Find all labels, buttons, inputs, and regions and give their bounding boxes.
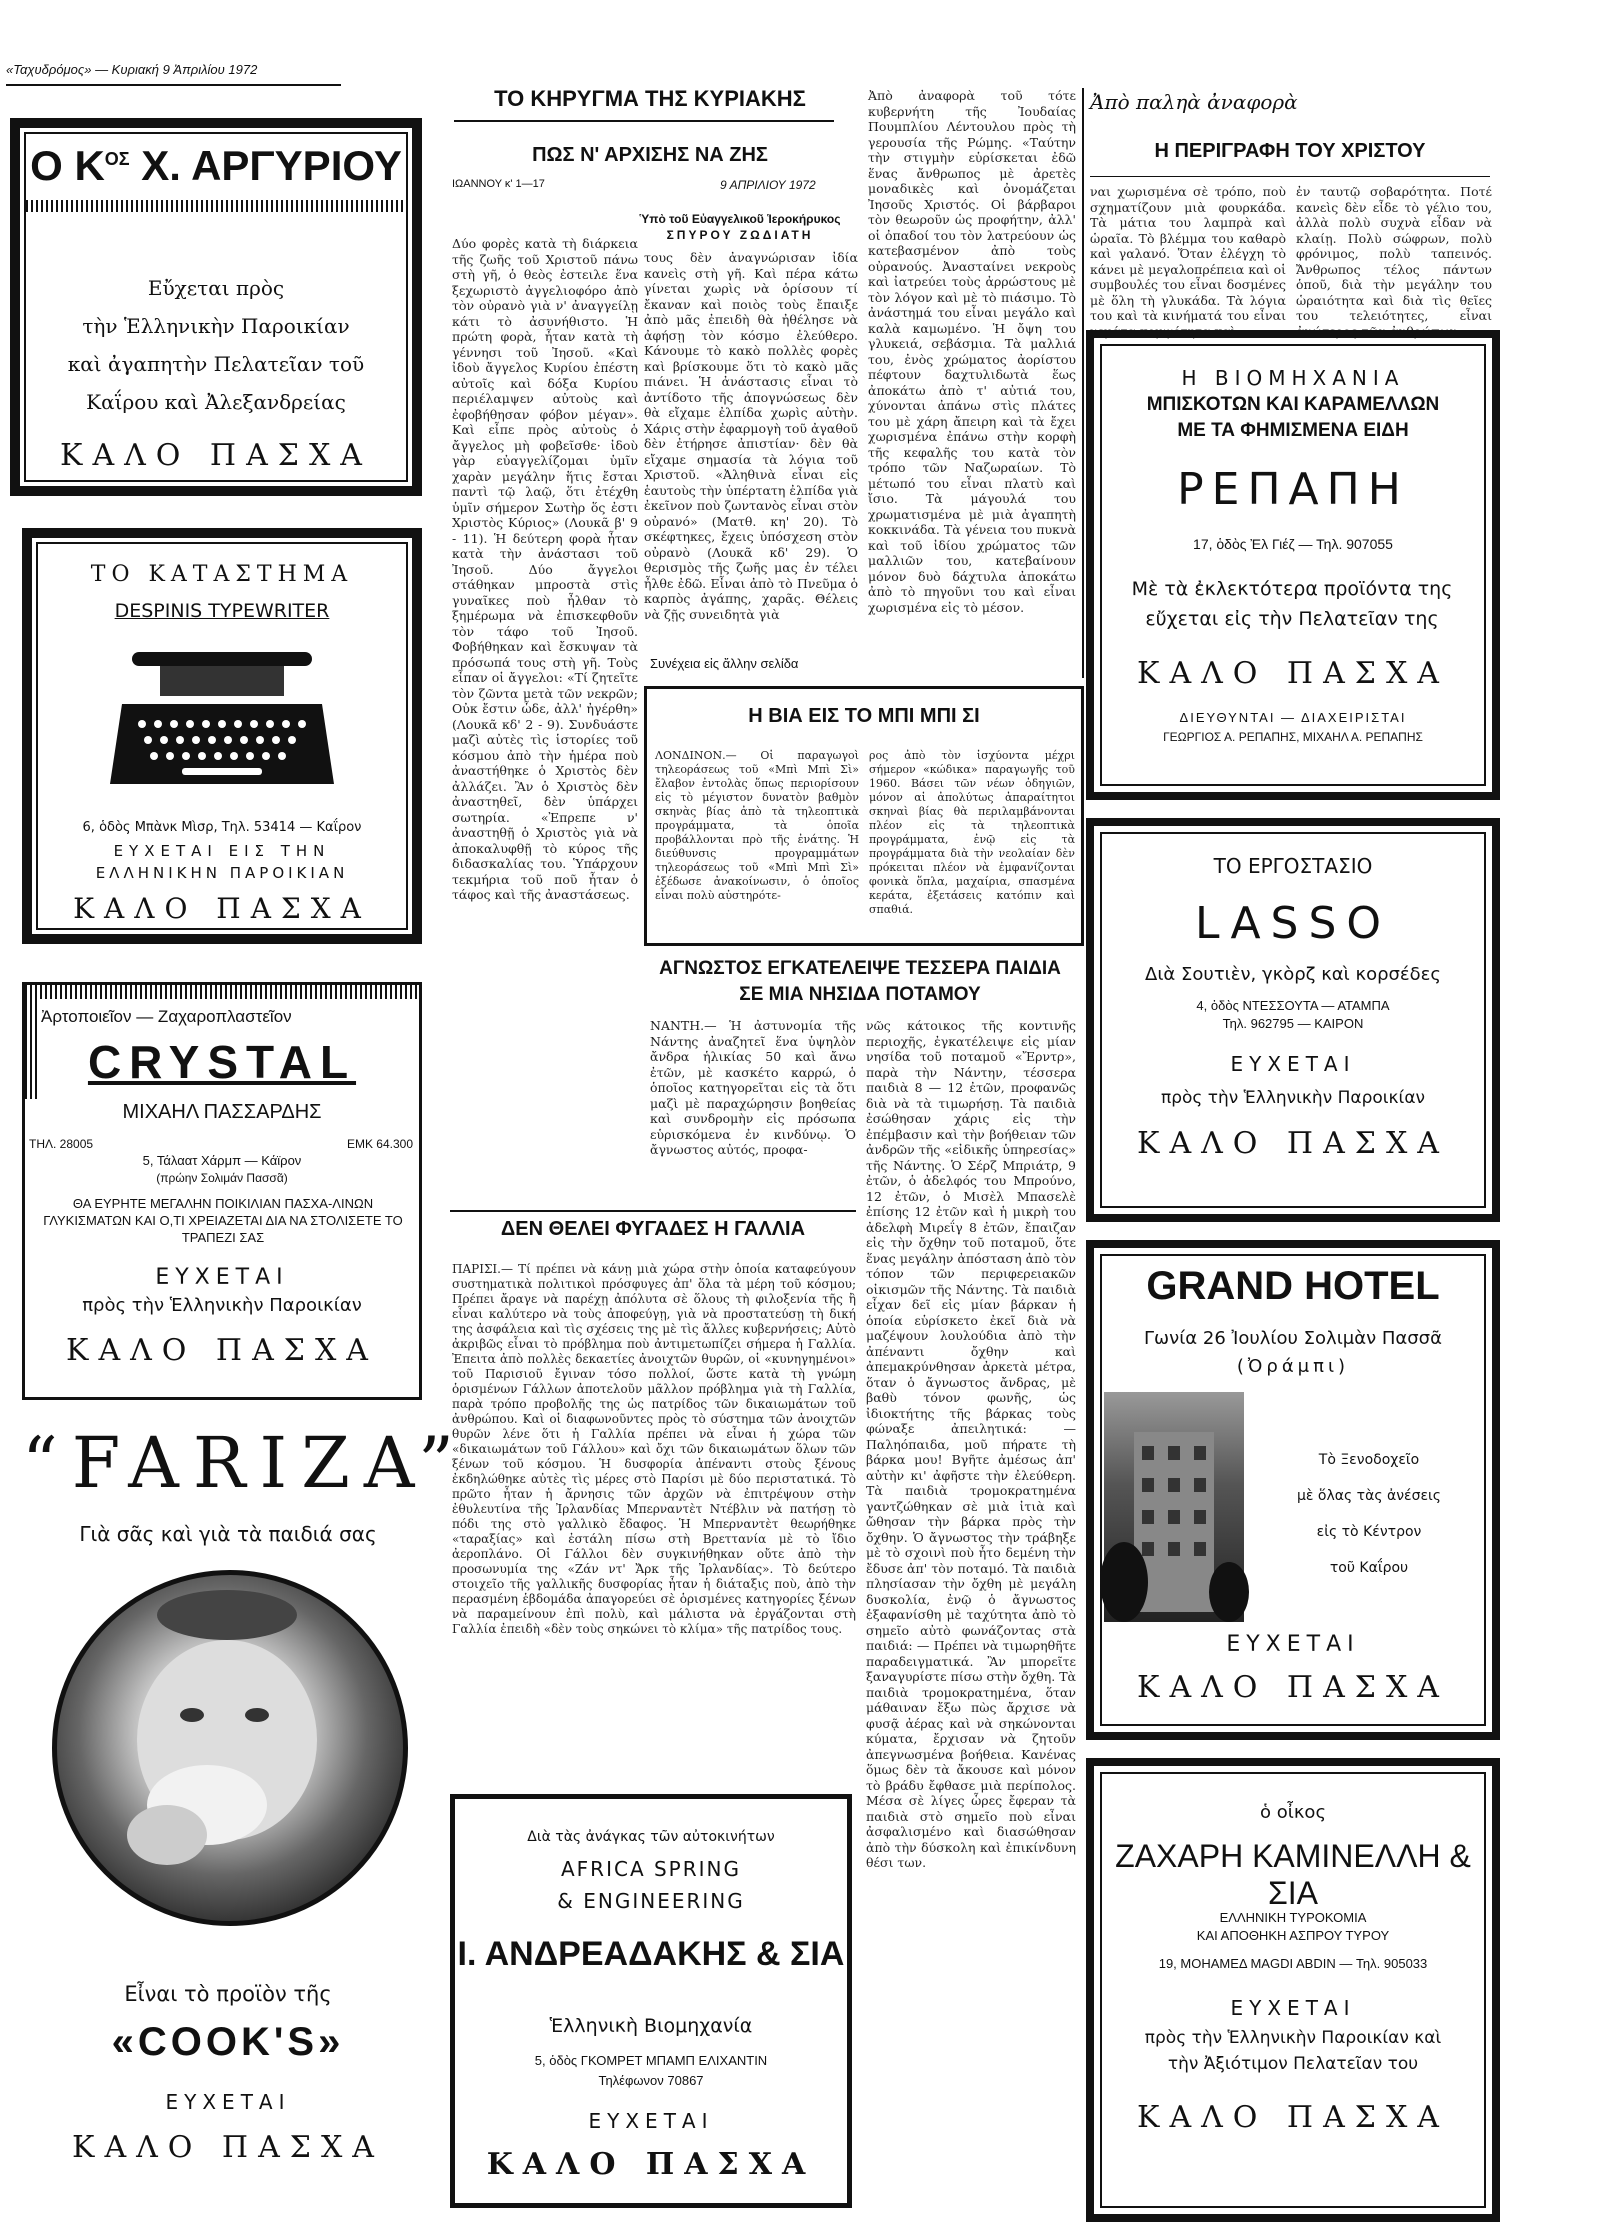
- ad-grand-area: (Ὀράμπι): [1236, 1356, 1350, 1377]
- ad-grand-wish: ΕΥΧΕΤΑΙ: [1226, 1632, 1360, 1657]
- ad-lasso-title: ΤΟ ΕΡΓΟΣΤΑΣΙΟ: [1213, 854, 1373, 878]
- sermon-date: 9 ΑΠΡΙΛΙΟΥ 1972: [720, 178, 816, 192]
- ad-grand-brand: GRAND HOTEL: [1146, 1264, 1440, 1308]
- ad-lasso-address: 4, ὁδὸς ΝΤΕΣΣΟΥΤΑ — ΑΤΑΜΠΑ: [1196, 998, 1390, 1013]
- kids-text-b: νῶς κάτοικος τῆς κοντινῆς περιοχῆς, ἐγκατέλειψε εἰς μίαν νησίδα τοῦ ποταμοῦ «Ἔρντρ», παρὰ τὴν Νάντην, τέσσερα παιδιὰ 8 — 12 ἐτῶν, προφανῶς διὰ νὰ τὰ τιμωρήσῃ. Τὰ παιδιὰ ἐσώθησαν χάρις εἰς τὴν ἐπέμβασιν καὶ τὴν βοήθειαν τῶν ἀνδρῶν τῆς «εἰδικῆς ὑπηρεσίας» τῆς Νάντης. Ὁ Σέρζ Μπριάτρ, 9 ἐτῶν, ὁ ἀδελφός του Μπρούνο, 12 ἐτῶν, ὁ Μισὲλ Μπασελὲ ἐπίσης 12 ἐτῶν καὶ ἡ μικρὴ του ἀδελφὴ Μιρεΐγ 8 ἐτῶν, ἔπαιζαν εἰς τὴν ὄχθην τοῦ ποταμοῦ, ὅτε ἕνας μεγάλην ἀπόσταση ἀπὸ τὸν τόπον τῶν περιφερειακῶν οἰκισμῶν τῆς Νάντης. Τὰ παιδιὰ εἶχαν δεῖ εἰς μίαν βάρκαν ἡ ὁποία εὑρίσκετο ἐκεῖ διὰ νὰ μαζέψουν λουλούδια ἀπὸ τὴν ἀπέναντι ὄχθην καὶ ἀπεμακρύνθησαν ἀρκετὰ μέτρα, ὅταν ὁ ἄγνωστος ἄνδρας, μὲ βαθὺ τόνον φωνῆς, ὡς ἰδιοκτήτης τῆς βάρκας τοὺς φώναξε ἀπειλητικά: — Παληόπαιδα, μοῦ πήρατε τὴ βάρκα μου! Βγῆτε ἀμέσως ἀπ' αὐτὴν κι' ἀφῆστε τὴν ἐλεύθερη. Τὰ παιδιὰ τρομοκρατημένα γαντζώθηκαν σὲ μιὰ ἰτιὰ καὶ ὤθησαν τὴν βάρκα πρὸς τὴν ὄχθην. Ὁ ἄγνωστος τὴν τράβηξε μὲ τὸ σχοινὶ ποὺ ἦτο δεμένη τὴν ἔδυσε ἀπ' τὸν ποταμό. Τὰ παιδιὰ πλησίασαν τὴν ὄχθη μὲ μεγάλη δυσκολία, ἐνῷ ὁ ἄγνωστος ἐξαφανίσθη μὲ ταχύτητα ἀπὸ τὸ σημεῖο αὐτὸ φωνάζοντας στὰ παιδιά: — Πρέπει νὰ τιμωρηθῆτε παραδειγματικά. Ἂν μπορεῖτε ξαναγυρίστε πίσω στὴν ὄχθη. Τὰ παιδιὰ τρομοκρατημένα, ὅταν μάθαιναν ἔξω πὼς ἄρχισε νὰ φυσᾷ ἀέρας καὶ νὰ σηκώνονται κύματα, ἔρχισαν νὰ ζητοῦν ἀπεγνωσμένα βοήθεια. Κανένας ὅμως δὲν τὰ ἄκουσε καὶ μόνον τὸ βράδυ ἔφθασε μιὰ περίπολος. Μέσα σὲ λίγες ὧρες ἔφεραν τὰ παιδιὰ στὸ σημεῖο ποὺ εἶναι ἀσφαλισμένο καὶ διασώθησαν ἀπὸ τὴν δύσκολη καὶ ἐπικίνδυνη θέσι των.: [866, 1018, 1076, 1870]
- ad-crystal-owner: ΜΙΧΑΗΛ ΠΑΣΣΑΡΔΗΣ: [122, 1101, 322, 1123]
- sermon-byline2: ΣΠΥΡΟΥ ΖΩΔΙΑΤΗ: [666, 228, 814, 242]
- ad-repapi-directors: ΔΙΕΥΘΥΝΤΑΙ — ΔΙΑΧΕΙΡΙΣΤΑΙ: [1179, 710, 1407, 725]
- ad-repapi-line1: Η ΒΙΟΜΗΧΑΝΙΑ: [1181, 366, 1405, 390]
- ad-fariza-easter: ΚΑΛΟ ΠΑΣΧΑ: [72, 2130, 384, 2165]
- bbc-title: Η ΒΙΑ ΕΙΣ ΤΟ ΜΠΙ ΜΠΙ ΣΙ: [748, 705, 980, 727]
- ad-argyriou-easter: ΚΑΛΟ ΠΑΣΧΑ: [60, 438, 372, 473]
- sermon-text-b: τους δὲν ἀναγνώρισαν ἰδία κανεὶς στὴ γῆ. Καὶ πέρα κάτω γίνεται χωρὶς νὰ ὁρίσουν τί ἔκαναν καὶ ποιὸς τοὺς ἔπαιξε ἀπὸ μᾶς ἐπειδὴ θὰ ἠθέλησε νὰ ἀφήσῃ τὸν κόσμο ἐλεύθερο. Κάνουμε τὸ κακὸ πολλὲς φορὲς καὶ βρίσκουμε ὅτι τὸ κακὸ μᾶς πιάνει. Ἡ ἀνάστασις εἶναι τὸ ἀντίδοτο τῆς ἀπογνώσεως δὲν θὰ εἴχαμε ἐλπίδα χωρὶς αὐτὴν. Χάρις στὴν ἐφαρμογὴ τοῦ ἀγαθοῦ δὲν ἐτήρησε ἀπιστίαν· δὲν θὰ εἴχαμε σημασία τὰ λόγια τοῦ Χριστοῦ. «Ἀληθινὰ εἶναι εἰς ἑαυτοὺς τὴν ὑπέρτατη ἐλπίδα γιὰ ἐκεῖνον ποὺ ζωντανὸς εἶναι στὸν οὐρανό» (Ματθ. κη' 20). Τὸ σκέφτηκες, ἔχεις ὑπόσχεση στὸν οὐρανὸ (Λουκᾶ κδ' 29). Ὁ θερισμὸς τῆς ζωῆς μας ἐν τέλει ἦλθε ἐδῶ. Εἶναι ἀπὸ τὸ Πνεῦμα ὁ καρπὸς ἀγάπης, χαρᾶς. Θέλεις νὰ ζῇς συνειδητὰ γιὰ: [644, 250, 858, 622]
- typewriter-icon: [102, 644, 342, 804]
- ad-africa: [450, 1794, 852, 2208]
- ad-repapi-easter: ΚΑΛΟ ΠΑΣΧΑ: [1137, 656, 1449, 691]
- prophet-text: Ἀπὸ ἀναφορὰ τοῦ τότε κυβερνήτη τῆς Ἰουδαίας Πουμπλίου Λέντουλου πρὸς τὴ γερουσία τῆς Ρώμης. «Ταύτην τὴν στιγμὴν εὑρίσκεται ἐδῶ ἕνας ἄνθρωπος μὲ ἀρετὲς μοναδικὲς καὶ ὀνομάζεται Ἰησοῦς Χριστός. Οἱ βάρβαροι τὸν θεωροῦν ὡς προφήτην, ἀλλ' οἱ ὀπαδοί του τὸν λατρεύουν ὡς κατεβασμένον ἀπὸ τοὺς οὐρανούς. Ἀνασταίνει νεκροὺς καὶ ἰατρεύει τοὺς ἀρρώστους μὲ τὸν λόγον καὶ μὲ τὸ πιάσιμο. Τὸ ἀνάστημά του εἶναι μεγάλο καὶ καλὰ καμωμένο. Ἡ ὄψη του γλυκειά, σεβάσμια. Τὰ μαλλιά του, ἐνὸς χρώματος ἀορίστου πέφτουν δαχτυλιδωτὰ ἕως ἀποκάτω ἀπὸ τ' αὐτιά του, χύνονται ἀπάνω στὶς πλάτες του μὲ χάρη ἄπειρη καὶ τὰ ἔχει χωρισμένα ἐπάνω στὴν κορφὴ τῆς κεφαλῆς του κατὰ τὸν τρόπο τῶν Ναζωραίων. Τὸ μέτωπό του εἶναι πλατὺ καὶ ἴσιο. Τὰ μάγουλά του χρωματισμένα μὲ μιὰ ἀγαπητὴ κοκκινάδα. Τὰ γένεια του πυκνὰ καὶ τοῦ ἰδίου χρώματος τῶν μαλλιῶν του, κατεβαίνουν μόνον δυὸ δάχτυλα ἀποκάτω ἀπὸ τὸ πηγοῦνι του καὶ εἶναι χωρισμένα εἰς τὸ μέσον.: [868, 88, 1076, 615]
- ad-africa-phone: Τηλέφωνον 70867: [598, 2073, 704, 2088]
- ad-crystal-kind: Ἀρτοποιεῖον — Ζαχαροπλαστεῖον: [41, 1007, 292, 1026]
- ad-repapi-line2: ΜΠΙΣΚΟΤΩΝ ΚΑΙ ΚΑΡΑΜΕΛΛΩΝ: [1146, 394, 1440, 415]
- ad-crystal-wish2: πρὸς τὴν Ἑλληνικὴν Παροικίαν: [82, 1295, 362, 1316]
- ad-lasso-products: Διὰ Σουτιὲν, γκὸρζ καὶ κορσέδες: [1145, 964, 1441, 985]
- ad-crystal-border-top: [25, 985, 419, 999]
- ad-argyriou-name: Ο $K^{O\Sigma}$ Χ. ΑΡΓΥΡΙΟΥ: [30, 142, 402, 189]
- ad-crystal-brand: CRYSTAL: [87, 1036, 357, 1088]
- ad-kaminelli-wish2: πρὸς τὴν Ἑλληνικὴν Παροικίαν καὶ: [1144, 2028, 1442, 2048]
- ad-kaminelli-line1: ΕΛΛΗΝΙΚΗ ΤΥΡΟΚΟΜΙΑ: [1219, 1910, 1367, 1925]
- ad-kaminelli-wish1: ΕΥΧΕΤΑΙ: [1230, 1996, 1356, 2020]
- hotel-photo: [1104, 1392, 1244, 1622]
- ad-repapi: [1086, 330, 1500, 800]
- ad-africa-industry: Ἑλληνικὴ Βιομηχανία: [549, 2015, 753, 2037]
- ad-crystal-easter: ΚΑΛΟ ΠΑΣΧΑ: [66, 1333, 378, 1368]
- sermon-rule: [454, 120, 834, 122]
- ad-fariza-cooks: «COOK'S»: [111, 2020, 345, 2064]
- sermon-byline1: Ὑπὸ τοῦ Εὐαγγελικοῦ Ἱεροκήρυκος: [639, 212, 841, 226]
- ad-despinis-wish2: ΕΛΛΗΝΙΚΗΝ ΠΑΡΟΙΚΙΑΝ: [95, 864, 349, 882]
- ad-grand-text-0: Τὸ Ξενοδοχεῖο: [1318, 1452, 1420, 1468]
- ad-fariza-product: Εἶναι τὸ προϊὸν τῆς: [124, 1982, 332, 2006]
- ad-crystal-tel: ΤΗΛ. 28005: [29, 1137, 94, 1151]
- sermon-kicker: ΤΟ ΚΗΡΥΓΜΑ ΤΗΣ ΚΥΡΙΑΚΗΣ: [494, 86, 806, 111]
- ad-grand-text-1: μὲ ὅλας τὰς ἀνέσεις: [1296, 1488, 1441, 1504]
- ad-argyriou-wish-2: καὶ ἀγαπητὴν Πελατεῖαν τοῦ: [67, 352, 365, 376]
- prophet-title: Η ΠΕΡΙΓΡΑΦΗ ΤΟΥ ΧΡΙΣΤΟΥ: [1154, 140, 1426, 162]
- ad-lasso: [1086, 818, 1500, 1222]
- ad-repapi-brand: ΡΕΠΑΠΗ: [1177, 464, 1409, 515]
- france-rule: [450, 1210, 856, 1212]
- bbc-text-a: ΛΟΝΔΙΝΟΝ.— Οἱ παραγωγοὶ τηλεοράσεως τοῦ «Μπὶ Μπὶ Σὶ» ἔλαβον ἐντολὰς ὅπως περιορίσουν εἰς τὸ μέγιστον δυνατὸν βαθμὸν σκηνὰς βίας ἀπὸ τὰ τηλεοπτικὰ προγράμματα, τὰ ὁποῖα προβάλλονται πρὸ τῆς ἐνάτης. Ἡ διεύθυνσις προγραμμάτων τηλεοράσεως τοῦ «Μπὶ Μπὶ Σὶ» ἐξέδωσε ἀνακοίνωσιν, ὁ ὁποῖος εἶναι πολὺ αὐστηρότε-: [655, 749, 859, 902]
- prophet-kicker: Ἀπὸ παληὰ ἀναφορὰ: [1090, 90, 1298, 114]
- sermon-ref: ΙΩΑΝΝΟΥ κ' 1—17: [452, 178, 545, 190]
- ad-fariza: [22, 1422, 468, 2222]
- ad-kaminelli-name: ΖΑΧΑΡΗ ΚΑΜΙΝΕΛΛΗ & ΣΙΑ: [1115, 1838, 1471, 1911]
- ad-grand-text-3: τοῦ Καΐρου: [1329, 1560, 1409, 1576]
- ad-africa-wish: ΕΥΧΕΤΑΙ: [588, 2109, 714, 2133]
- ad-repapi-line3: ΜΕ ΤΑ ΦΗΜΙΣΜΕΝΑ ΕΙΔΗ: [1177, 420, 1409, 441]
- ad-argyriou-wish-1: τὴν Ἑλληνικὴν Παροικίαν: [82, 314, 350, 338]
- ad-argyriou: [10, 118, 422, 496]
- france-text: ΠΑΡΙΣΙ.— Τί πρέπει νὰ κάνῃ μιὰ χώρα στὴν ὁποία καταφεύγουν συστηματικὰ πολιτικοὶ πρόσφυγες ἀπ' ὅλα τὰ μέρη τοῦ κόσμου; Πρέπει ἄραγε νὰ παρέχῃ ἀπόλυτα σὲ ὅλους τὴ φιλοξενία τῆς ἢ εἶναι καλύτερο νὰ τοὺς ἀποφεύγῃ, γιὰ νὰ προστατεύσῃ τὴ δική της ἀσφάλεια καὶ τὶς σχέσεις της μὲ τὶς ἄλλες κυβερνήσεις; Αὐτὸ ἀκριβῶς εἶναι τὸ πρόβλημα ποὺ ἀντιμετωπίζει σήμερα ἡ Γαλλία. Ἐπειτα ἀπὸ πολλὲς δεκαετίες ἀνοιχτῶν θυρῶν, οἱ «κυνηγημένοι» τοῦ Παρισιοῦ ἔγιναν τόσο πολλοί, ὥστε κατὰ τὴ γνώμη ὁρισμένων Γάλλων ἀποτελοῦν μᾶλλον πρόβλημα γιὰ τὴ Γαλλία, παρὰ τρόπο προβολῆς της ὡς πατρίδος τῶν δικαιωμάτων τοῦ ἀνθρώπου. Καὶ οἱ διαφωνοῦντες πρὸς τὸ σύστημα τῶν ἀνοιχτῶν θυρῶν λένε ὅτι ἡ Γαλλία πρέπει νὰ εἶναι ἡ χώρα τῶν «δικαιωμάτων τοῦ Γάλλου» καὶ ὄχι τῶν δικαιωμάτων ὅλων τῶν ξένων τοῦ κόσμου. Ἡ δυσφορία ἀπέναντι στοὺς ξένους ἐκδηλώθηκε αὐτὲς τὶς μέρες στὸ Παρίσι μὲ δύο περιστατικά. Τὸ πρῶτο ἦταν ἡ ἄρνησις τῶν ἀρχῶν νὰ ἐπιτρέψουν στὴν ἐθυλευτίνα τῆς Ἰρλανδίας Μπερναντὲτ Ντέβλιν νὰ πατήσῃ τὸ πόδι της στὸ γαλλικὸ ἔδαφος. Ἡ Μπερναντὲτ θεωρήθηκε «ταραξίας» καὶ ἐστάλη πίσω στὴ Βρεττανία μὲ τὸ ἴδιο ἀεροπλάνο. Οἱ Γάλλοι δὲν συγκινήθηκαν οὔτε ἀπὸ τὴν προσωνυμία της «Ζάν ντ' Ἄρκ τῆς Ἰρλανδίας». Τὸ δεύτερο στοιχεῖο τῆς γαλλικῆς δυσφορίας ἦταν ἡ διάταξις ποὺ, ἀπὸ τὴν περασμένη ἑβδομάδα ἀπαγορεύει σὲ ὁρισμένες κατηγορίες ξένων νὰ παραμείνουν ἐπὶ πολὺ, καὶ μάλιστα νὰ ἐργάζονται στὴ Γαλλία ἐπειδὴ «δὲν τοὺς σηκώνει τὸ κλίμα» τῆς πατρίδος τους.: [452, 1262, 856, 1636]
- ad-grand-corner: Γωνία 26 Ἰουλίου Σολιμὰν Πασσᾶ: [1144, 1328, 1442, 1349]
- hotel-building-illustration: [1104, 1392, 1244, 1622]
- sermon-continued: Συνέχεια εἰς ἄλλην σελίδα: [650, 656, 799, 671]
- ad-crystal-promo: ΘΑ ΕΥΡΗΤΕ ΜΕΓΑΛΗΝ ΠΟΙΚΙΛΙΑΝ ΠΑΣΧΑ-ΛΙΝΩΝ ΓΛΥΚΙΣΜΑΤΩΝ ΚΑΙ Ο,ΤΙ ΧΡΕΙΑΖΕΤΑΙ ΔΙΑ ΝΑ ΣΤΟΛΙΣΕΤΕ ΤΟ ΤΡΑΠΕΖΙ ΣΑΣ: [43, 1196, 403, 1245]
- ad-crystal-address: 5, Τάλαατ Χάρμπ — Κάϊρον: [142, 1153, 302, 1168]
- ad-africa-address: 5, ὁδὸς ΓΚΟΜΡΕΤ ΜΠΑΜΠ ΕΛΙΧΑΝΤΙΝ: [534, 2053, 768, 2068]
- france-title: ΔΕΝ ΘΕΛΕΙ ΦΥΓΑΔΕΣ Η ΓΑΛΛΙΑ: [500, 1218, 806, 1240]
- ad-argyriou-wish-0: Εὔχεται πρὸς: [147, 276, 285, 300]
- ad-lasso-brand: LASSO: [1194, 898, 1392, 949]
- ad-crystal-wish1: ΕΥΧΕΤΑΙ: [155, 1265, 289, 1290]
- prophet-title-rule: [1090, 176, 1490, 177]
- ad-crystal: [22, 982, 422, 1400]
- ad-crystal-address2: (πρώην Σολιμάν Πασσᾶ): [156, 1171, 288, 1185]
- ad-despinis-easter: ΚΑΛΟ ΠΑΣΧΑ: [73, 892, 371, 925]
- ad-repapi-address: 17, ὁδὸς Ἐλ Γιέζ — Τηλ. 907055: [1193, 536, 1393, 552]
- ad-kaminelli-wish3: τὴν Ἀξιότιμον Πελατεῖαν του: [1167, 2054, 1419, 2074]
- ad-fariza-wish: ΕΥΧΕΤΑΙ: [165, 2090, 291, 2114]
- ad-despinis: [22, 528, 422, 944]
- typewriter-illustration: [102, 644, 342, 804]
- ad-despinis-brand: DESPINIS TYPEWRITER: [114, 600, 330, 622]
- bbc-article: [644, 686, 1084, 946]
- ad-africa-line2: AFRICA SPRING: [561, 1857, 741, 1881]
- ad-lasso-tel: Τηλ. 962795 — ΚΑΙΡΟΝ: [1222, 1016, 1364, 1031]
- ad-kaminelli-oikos: ὁ οἶκος: [1259, 1802, 1327, 1823]
- ad-despinis-wish1: ΕΥΧΕΤΑΙ ΕΙΣ ΤΗΝ: [113, 842, 331, 860]
- ad-lasso-wish2: πρὸς τὴν Ἑλληνικὴν Παροικίαν: [1160, 1088, 1426, 1108]
- prophet-column-rule: [1082, 88, 1084, 678]
- kids-title: ΑΓΝΩΣΤΟΣ ΕΓΚΑΤΕΛΕΙΨΕ ΤΕΣΣΕΡΑ ΠΑΙΔΙΑ ΣΕ ΜΙΑ ΝΗΣΙΔΑ ΠΟΤΑΜΟΥ: [659, 958, 1061, 1005]
- ad-lasso-wish1: ΕΥΧΕΤΑΙ: [1230, 1052, 1356, 1076]
- ad-africa-name: Ι. ΑΝΔΡΕΑΔΑΚΗΣ & ΣΙΑ: [457, 1935, 845, 1973]
- ad-africa-line1: Διὰ τὰς ἀνάγκας τῶν αὐτοκινήτων: [527, 1829, 775, 1845]
- ad-despinis-title: ΤΟ ΚΑΤΑΣΤΗΜΑ: [90, 562, 354, 587]
- ad-despinis-address: 6, ὁδὸς Μπὰνκ Μὶσρ, Τηλ. 53414 — Καΐρον: [82, 820, 362, 835]
- ad-kaminelli: [1086, 1758, 1500, 2222]
- baby-face-illustration: [57, 1575, 403, 1921]
- ad-grand-hotel: [1086, 1240, 1500, 1740]
- masthead-rule: [6, 84, 341, 86]
- baby-photo: [52, 1570, 408, 1926]
- ad-africa-line3: & ENGINEERING: [557, 1889, 745, 1913]
- ad-fariza-tag: Γιὰ σᾶς καὶ γιὰ τὰ παιδιά σας: [79, 1522, 377, 1546]
- ad-grand-text-2: εἰς τὸ Κέντρον: [1316, 1524, 1422, 1540]
- ad-kaminelli-address: 19, ΜΟΗΑΜΕΔ MAGDI ABDIN — Τηλ. 905033: [1158, 1956, 1428, 1971]
- masthead: «Ταχυδρόμος» — Κυριακή 9 Ἀπριλίου 1972: [6, 62, 258, 77]
- prophet-text2-a: ναι χωρισμένα σὲ τρόπο, ποὺ σχηματίζουν μιὰ φουρκάδα. Τὰ μάτια του λαμπρὰ καὶ ὡραῖα. Τὸ βλέμμα του καθαρὸ καὶ γαλανό. Ὅταν ἐλέγχη τὸ κάνει μὲ μεγαλοπρέπεια καὶ οἱ συμβουλές του εἶναι δοσμένες μὲ ὅλη τὴ γλυκάδα. Τὰ λόγια του καὶ τὰ κινήματά του εἶναι γεμάτα κομψότητα καὶ: [1090, 184, 1286, 339]
- ad-crystal-emk: ΕΜΚ 64.300: [346, 1137, 413, 1151]
- ad-argyriou-divider: [26, 200, 406, 212]
- ad-repapi-names: ΓΕΩΡΓΙΟΣ Α. ΡΕΠΑΠΗΣ, ΜΙΧΑΗΛ Α. ΡΕΠΑΠΗΣ: [1163, 730, 1423, 744]
- bbc-text-b: ρος ἀπὸ τὸν ἰσχύοντα μέχρι σήμερον «κώδικα» παραγωγῆς τοῦ 1960. Βάσει τῶν νέων ὁδηγιῶν, μόνον αἱ ἀπολύτως ἀπαραίτητοι σκηναὶ βίας θὰ περιλαμβάνονται πλέον εἰς τὰ τηλεοπτικὰ προγράμματα, ἐνῷ εἰς τὰ προγράμματα διὰ τὴν νεολαίαν δὲν πρόκειται πλέον νὰ ἐμφανίζονται φονικὰ ὅπλα, μαχαίρια, σπασμένα κεράτα, ἐξετάσεις κατόπιν καὶ σπαθιά.: [869, 749, 1075, 916]
- sermon-title: ΠΩΣ Ν' ΑΡΧΙΣΗΣ ΝΑ ΖΗΣ: [532, 144, 768, 166]
- kids-text-a: ΝΑΝΤΗ.— Ἡ ἀστυνομία τῆς Νάντης ἀναζητεῖ ἕνα ὑψηλὸν ἄνδρα ἡλικίας 50 καὶ ἄνω ἐτῶν, μὲ κασκέτο καρρώ, ὁ ὁποῖος κατηγορεῖται εἰς τὰ ὅτι μαζὶ μὲ παραχώρησιν βοηθείας καὶ συνδρομὴν εἰς πρόσωπα εὑρισκόμενα ἐν κινδύνῳ. Ὁ ἄγνωστος αὐτός, προφα-: [650, 1018, 856, 1157]
- ad-fariza-brand: “FARIZA”: [22, 1422, 468, 1504]
- ad-lasso-easter: ΚΑΛΟ ΠΑΣΧΑ: [1137, 1126, 1449, 1161]
- sermon-text-a: Δύο φορὲς κατὰ τὴ διάρκεια τῆς ζωῆς τοῦ Χριστοῦ πάνω στὴ γῆ, ὁ θεὸς ἐστειλε ἕνα ξεχωριστὸ ἀγγελιοφόρο ἀπὸ τὸν οὐρανὸ γιὰ ν' ἀναγγείλῃ κάτι τὸ ἀσυνήθιστο. Ἡ πρώτη φορὰ, ἦταν κατὰ τὴ γέννησι τοῦ Ἰησοῦ. «Καὶ ἰδοὺ ἄγγελος Κυρίου ἐπέστη αὐτοῖς καὶ δόξα Κυρίου περιέλαμψεν αὐτοὺς καὶ ἐφοβήθησαν φόβον μέγαν». Καὶ εἶπε πρὸς αὐτοὺς ὁ ἄγγελος μὴ φοβεῖσθε· ἰδοὺ γὰρ εὐαγγελίζομαι ὑμῖν χαρὰν μεγάλην ἥτις ἔσται παντὶ τῷ λαῷ, ὅτι ἐτέχθη ὑμῖν σήμερον Σωτὴρ ὅς ἐστι Χριστὸς Κύριος» (Λουκᾶ β' 9 - 11). Ἡ δεύτερη φορὰ ἦταν κατὰ τὴν ἀνάστασι τοῦ Ἰησοῦ. Δύο ἄγγελοι στάθηκαν μπροστὰ στὶς γυναῖκες ποὺ ἦλθαν τὸ ξημέρωμα νὰ ἐπισκεφθοῦν τὸν τάφο τοῦ Ἰησοῦ. Φοβήθηκαν καὶ ἔσκυψαν τὰ πρόσωπά τους στὴ γῆ. Τοὺς εἶπαν οἱ ἄγγελοι: «Τί ζητεῖτε τὸν ζῶντα μετὰ τῶν νεκρῶν; Οὐκ ἔστιν ὧδε, ἀλλ' ἠγέρθη» (Λουκᾶ κδ' 2 - 9). Συνδυάστε μαζὶ αὐτὲς τὶς ἱστορίες τοῦ κόσμου ἀπὸ τὴν ἡμέρα ποὺ ἀναστήθηκε ὁ Χριστὸς δὲν ἀλλάζει. Ἂν ὁ Χριστὸς δὲν ἀναστηθεῖ, δὲν ὑπάρχει σωτηρία. «Ἐπρεπε ν' ἀναστηθῇ ὁ Χριστὸς γιὰ νὰ ἀποκαλυφθῇ τὸ κύρος τῆς διδασκαλίας του. Ὑπάρχουν τεκμήρια τοῦ ποῦ ἦταν ὁ τάφος καὶ τῆς ἀναστάσεως.: [452, 236, 638, 902]
- ad-grand-easter: ΚΑΛΟ ΠΑΣΧΑ: [1137, 1670, 1449, 1705]
- ad-kaminelli-line2: ΚΑΙ ΑΠΟΘΗΚΗ ΑΣΠΡΟΥ ΤΥΡΟΥ: [1196, 1928, 1390, 1943]
- ad-africa-easter: ΚΑΛΟ ΠΑΣΧΑ: [486, 2147, 816, 2182]
- ad-kaminelli-easter: ΚΑΛΟ ΠΑΣΧΑ: [1137, 2100, 1449, 2135]
- ad-argyriou-wish-3: Καΐρου καὶ Ἀλεξανδρείας: [86, 390, 346, 414]
- prophet-text2-b: ἐν ταυτῷ σοβαρότητα. Ποτέ κανεὶς δὲν εἶδε τὸ γέλιο του, ἀλλὰ πολὺ συχνὰ εἶδαν νὰ κλαίῃ. Πολὺ σώφρων, πολὺ φρόνιμος, πολὺ ταπεινός. Ἄνθρωπος τέλος πάντων ὁποῦ, διὰ τὴν μεγάλην του ὡραιότητα καὶ διὰ τὶς θεῖες του τελειότητες, εἶναι ἀνώτερος τῶν ἀνθρώπων.: [1296, 184, 1492, 339]
- ad-repapi-wish: Μὲ τὰ ἐκλεκτότερα προϊόντα της εὔχεται εἰς τὴν Πελατεῖαν της: [1131, 578, 1453, 630]
